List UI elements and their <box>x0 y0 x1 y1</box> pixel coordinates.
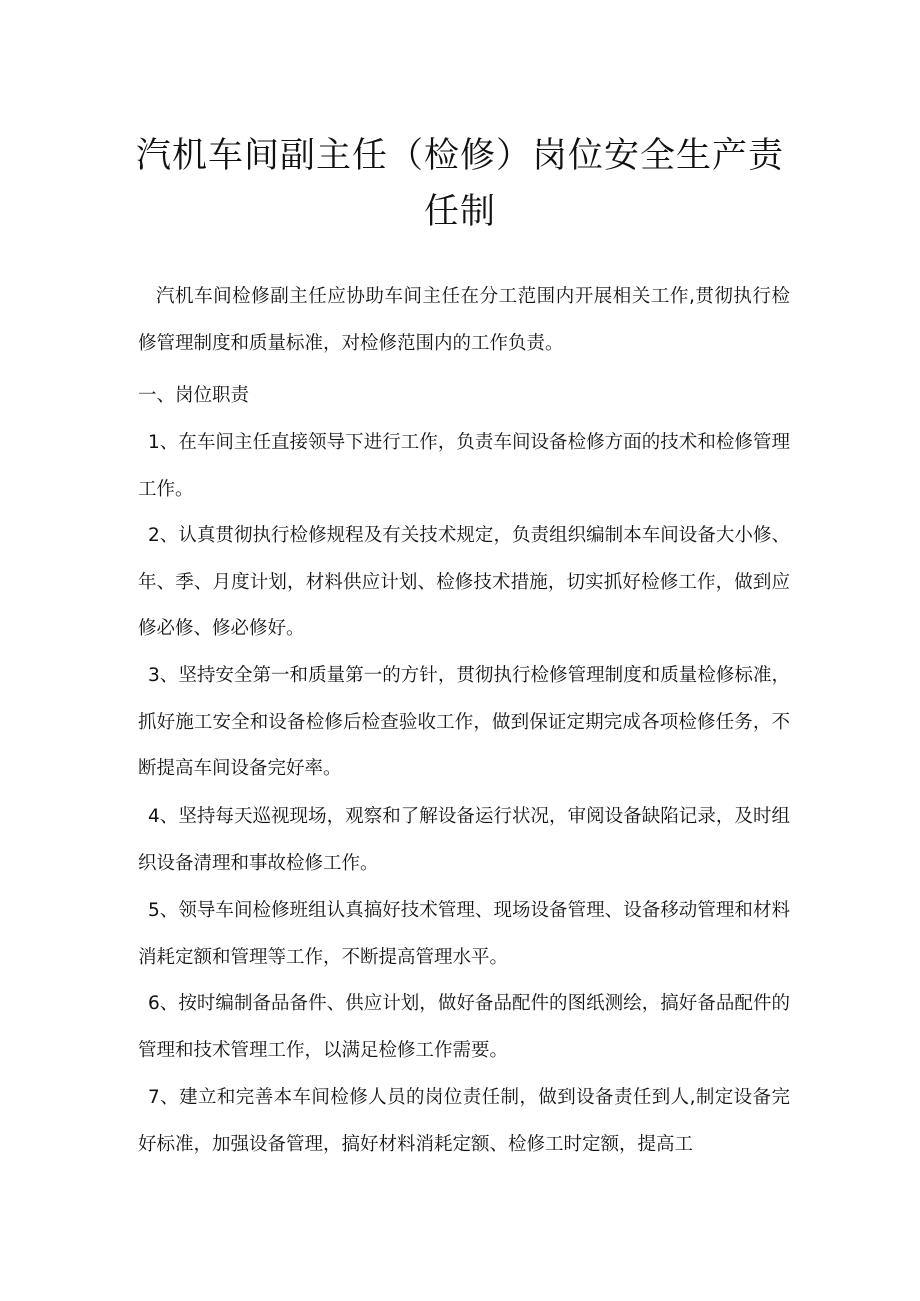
duty-item-text: 1、在车间主任直接领导下进行工作，负责车间设备检修方面的技术和检修管理工作。 <box>138 432 790 500</box>
intro-paragraph <box>138 274 790 367</box>
document-title <box>120 128 800 240</box>
document-title-line-2: 任制 <box>423 192 496 232</box>
duty-item-2 <box>138 513 790 653</box>
duty-item-text: 7、建立和完善本车间检修人员的岗位责任制，做到设备责任到人,制定设备完好标准，加强设备管理，搞好材料消耗定额、检修工时定额，提高工 <box>138 1087 790 1155</box>
duty-item-1 <box>138 420 790 513</box>
duty-item-5 <box>138 888 790 981</box>
intro-text: 汽机车间检修副主任应协助车间主任在分工范围内开展相关工作,贯彻执行检修管理制度和质量标准，对检修范围内的工作负责。 <box>138 286 790 354</box>
duty-item-text: 3、坚持安全第一和质量第一的方针，贯彻执行检修管理制度和质量检修标准，抓好施工安全和设备检修后检查验收工作，做到保证定期完成各项检修任务，不断提高车间设备完好率。 <box>138 665 790 779</box>
duty-item-text: 6、按时编制备品备件、供应计划，做好备品配件的图纸测绘，搞好备品配件的管理和技术管理工作，以满足检修工作需要。 <box>138 993 790 1061</box>
duty-item-text: 5、领导车间检修班组认真搞好技术管理、现场设备管理、设备移动管理和材料消耗定额和管理等工作，不断提高管理水平。 <box>138 900 790 968</box>
duty-item-text: 4、坚持每天巡视现场，观察和了解设备运行状况，审阅设备缺陷记录，及时组织设备清理和事故检修工作。 <box>138 806 790 874</box>
duty-item-6 <box>138 981 790 1074</box>
duty-item-4 <box>138 794 790 887</box>
section-heading <box>138 373 790 420</box>
duty-item-3 <box>138 653 790 793</box>
section-heading-text: 一、岗位职责 <box>138 385 250 406</box>
duty-item-7 <box>138 1075 790 1168</box>
duty-item-text: 2、认真贯彻执行检修规程及有关技术规定，负责组织编制本车间设备大小修、年、季、月度计划，材料供应计划、检修技术措施，切实抓好检修工作，做到应修必修、修必修好。 <box>138 525 790 639</box>
document-title-line-1: 汽机车间副主任（检修）岗位安全生产责 <box>135 136 784 176</box>
